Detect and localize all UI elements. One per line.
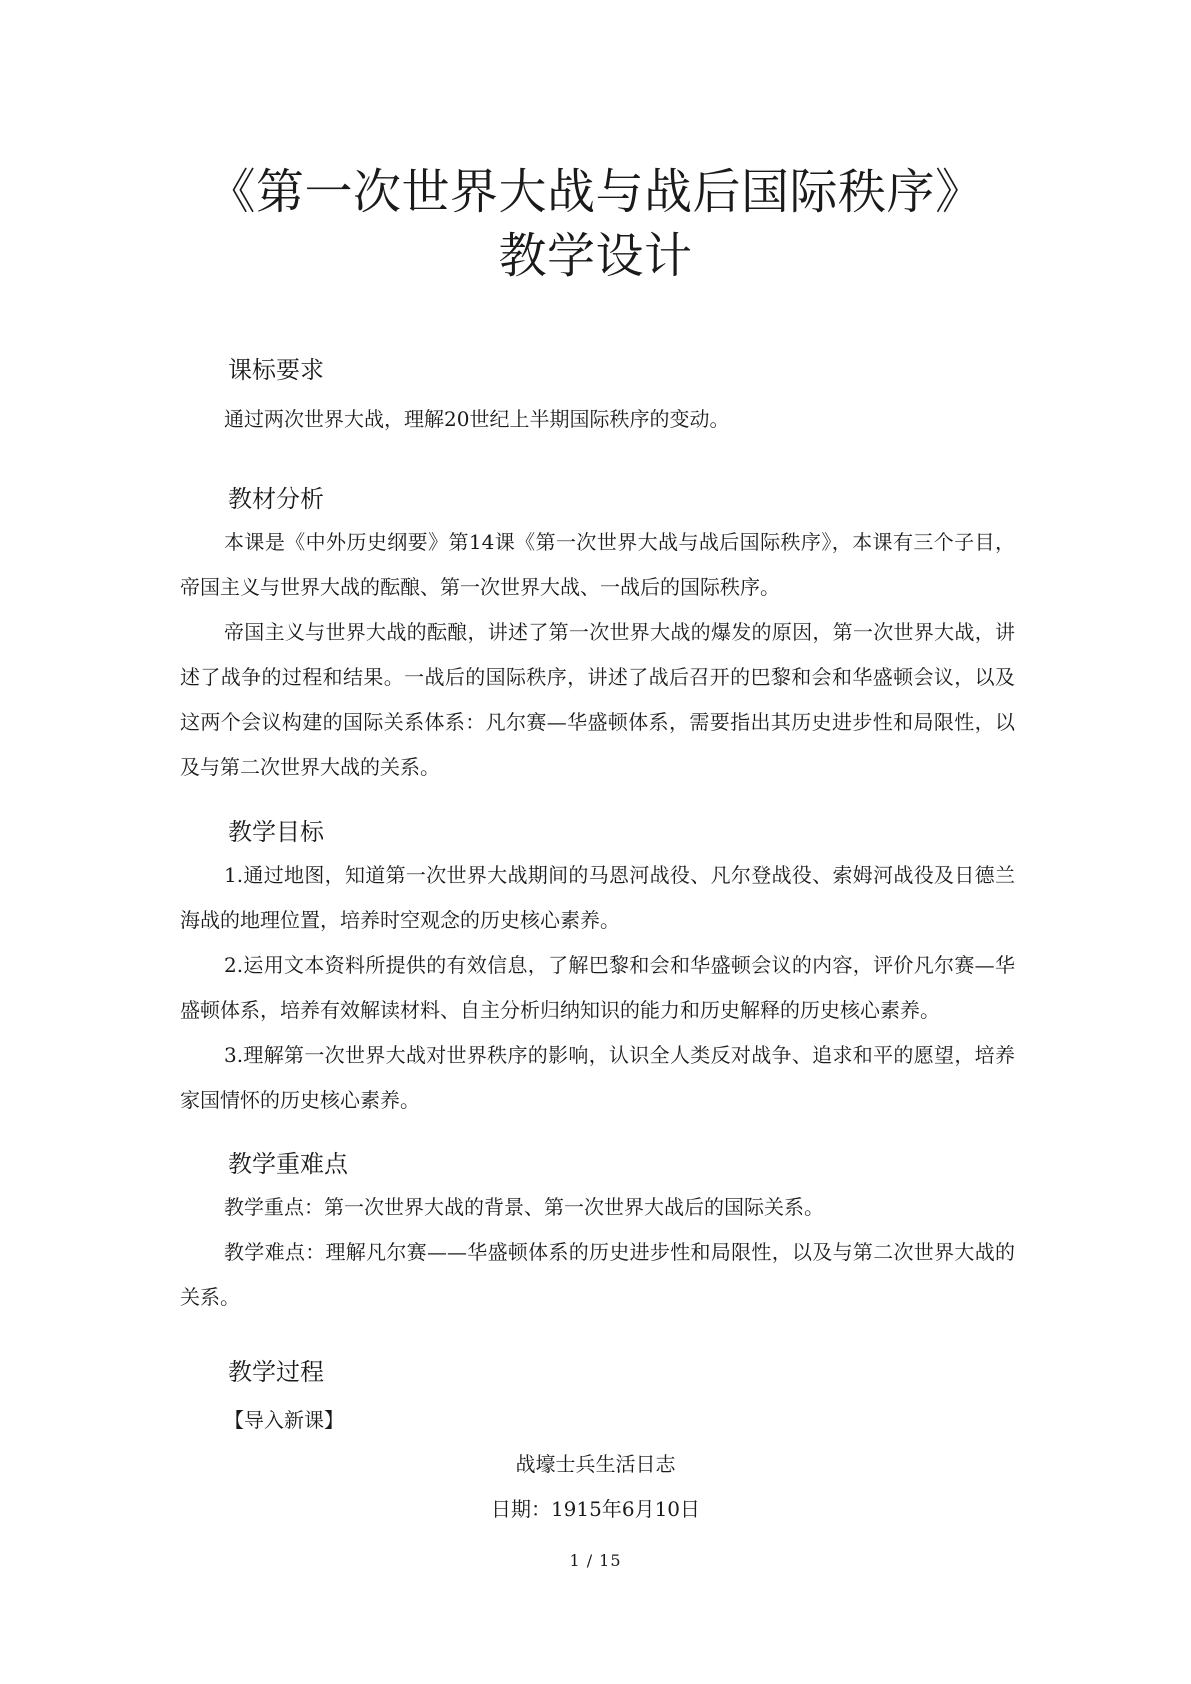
teaching-focus: 教学重点：第一次世界大战的背景、第一次世界大战后的国际关系。: [224, 1195, 824, 1219]
section-heading-objectives: 教学目标: [228, 818, 324, 846]
analysis-paragraph-1: 本课是《中外历史纲要》第14课《第一次世界大战与战后国际秩序》，本课有三个子目，帝国主义与世界大战的酝酿、第一次世界大战、一战后的国际秩序。: [180, 530, 1015, 599]
section-heading-standards: 课标要求: [228, 356, 324, 384]
intro-label: 【导入新课】: [224, 1408, 344, 1432]
page-indicator: 1 / 15: [569, 1551, 622, 1570]
document-title-line2: 教学设计: [498, 228, 693, 284]
objective-2: 2.运用文本资料所提供的有效信息，了解巴黎和会和华盛顿会议的内容，评价凡尔赛—华盛顿体系，培养有效解读材料、自主分析归纳知识的能力和历史解释的历史核心素养。: [180, 953, 1015, 1022]
analysis-paragraph-2: 帝国主义与世界大战的酝酿，讲述了第一次世界大战的爆发的原因，第一次世界大战，讲述了战争的过程和结果。一战后的国际秩序，讲述了战后召开的巴黎和会和华盛顿会议，以及这两个会议构建的国际关系体系：凡尔赛—华盛顿体系，需要指出其历史进步性和局限性，以及与第二次世界大战的关系。: [180, 620, 1015, 779]
diary-date: 日期：1915年6月10日: [490, 1497, 701, 1521]
diary-title: 战壕士兵生活日志: [515, 1452, 676, 1476]
document-title-line1: 《第一次世界大战与战后国际秩序》: [207, 164, 984, 220]
objective-3: 3.理解第一次世界大战对世界秩序的影响，认识全人类反对战争、追求和平的愿望，培养家国情怀的历史核心素养。: [180, 1043, 1015, 1112]
standards-text: 通过两次世界大战，理解20世纪上半期国际秩序的变动。: [224, 407, 730, 431]
section-heading-key-points: 教学重难点: [228, 1150, 348, 1178]
section-heading-process: 教学过程: [228, 1358, 324, 1386]
teaching-difficulty: 教学难点：理解凡尔赛——华盛顿体系的历史进步性和局限性，以及与第二次世界大战的关系。: [180, 1240, 1015, 1309]
section-heading-analysis: 教材分析: [228, 485, 324, 513]
objective-1: 1.通过地图，知道第一次世界大战期间的马恩河战役、凡尔登战役、索姆河战役及日德兰海战的地理位置，培养时空观念的历史核心素养。: [180, 863, 1015, 932]
